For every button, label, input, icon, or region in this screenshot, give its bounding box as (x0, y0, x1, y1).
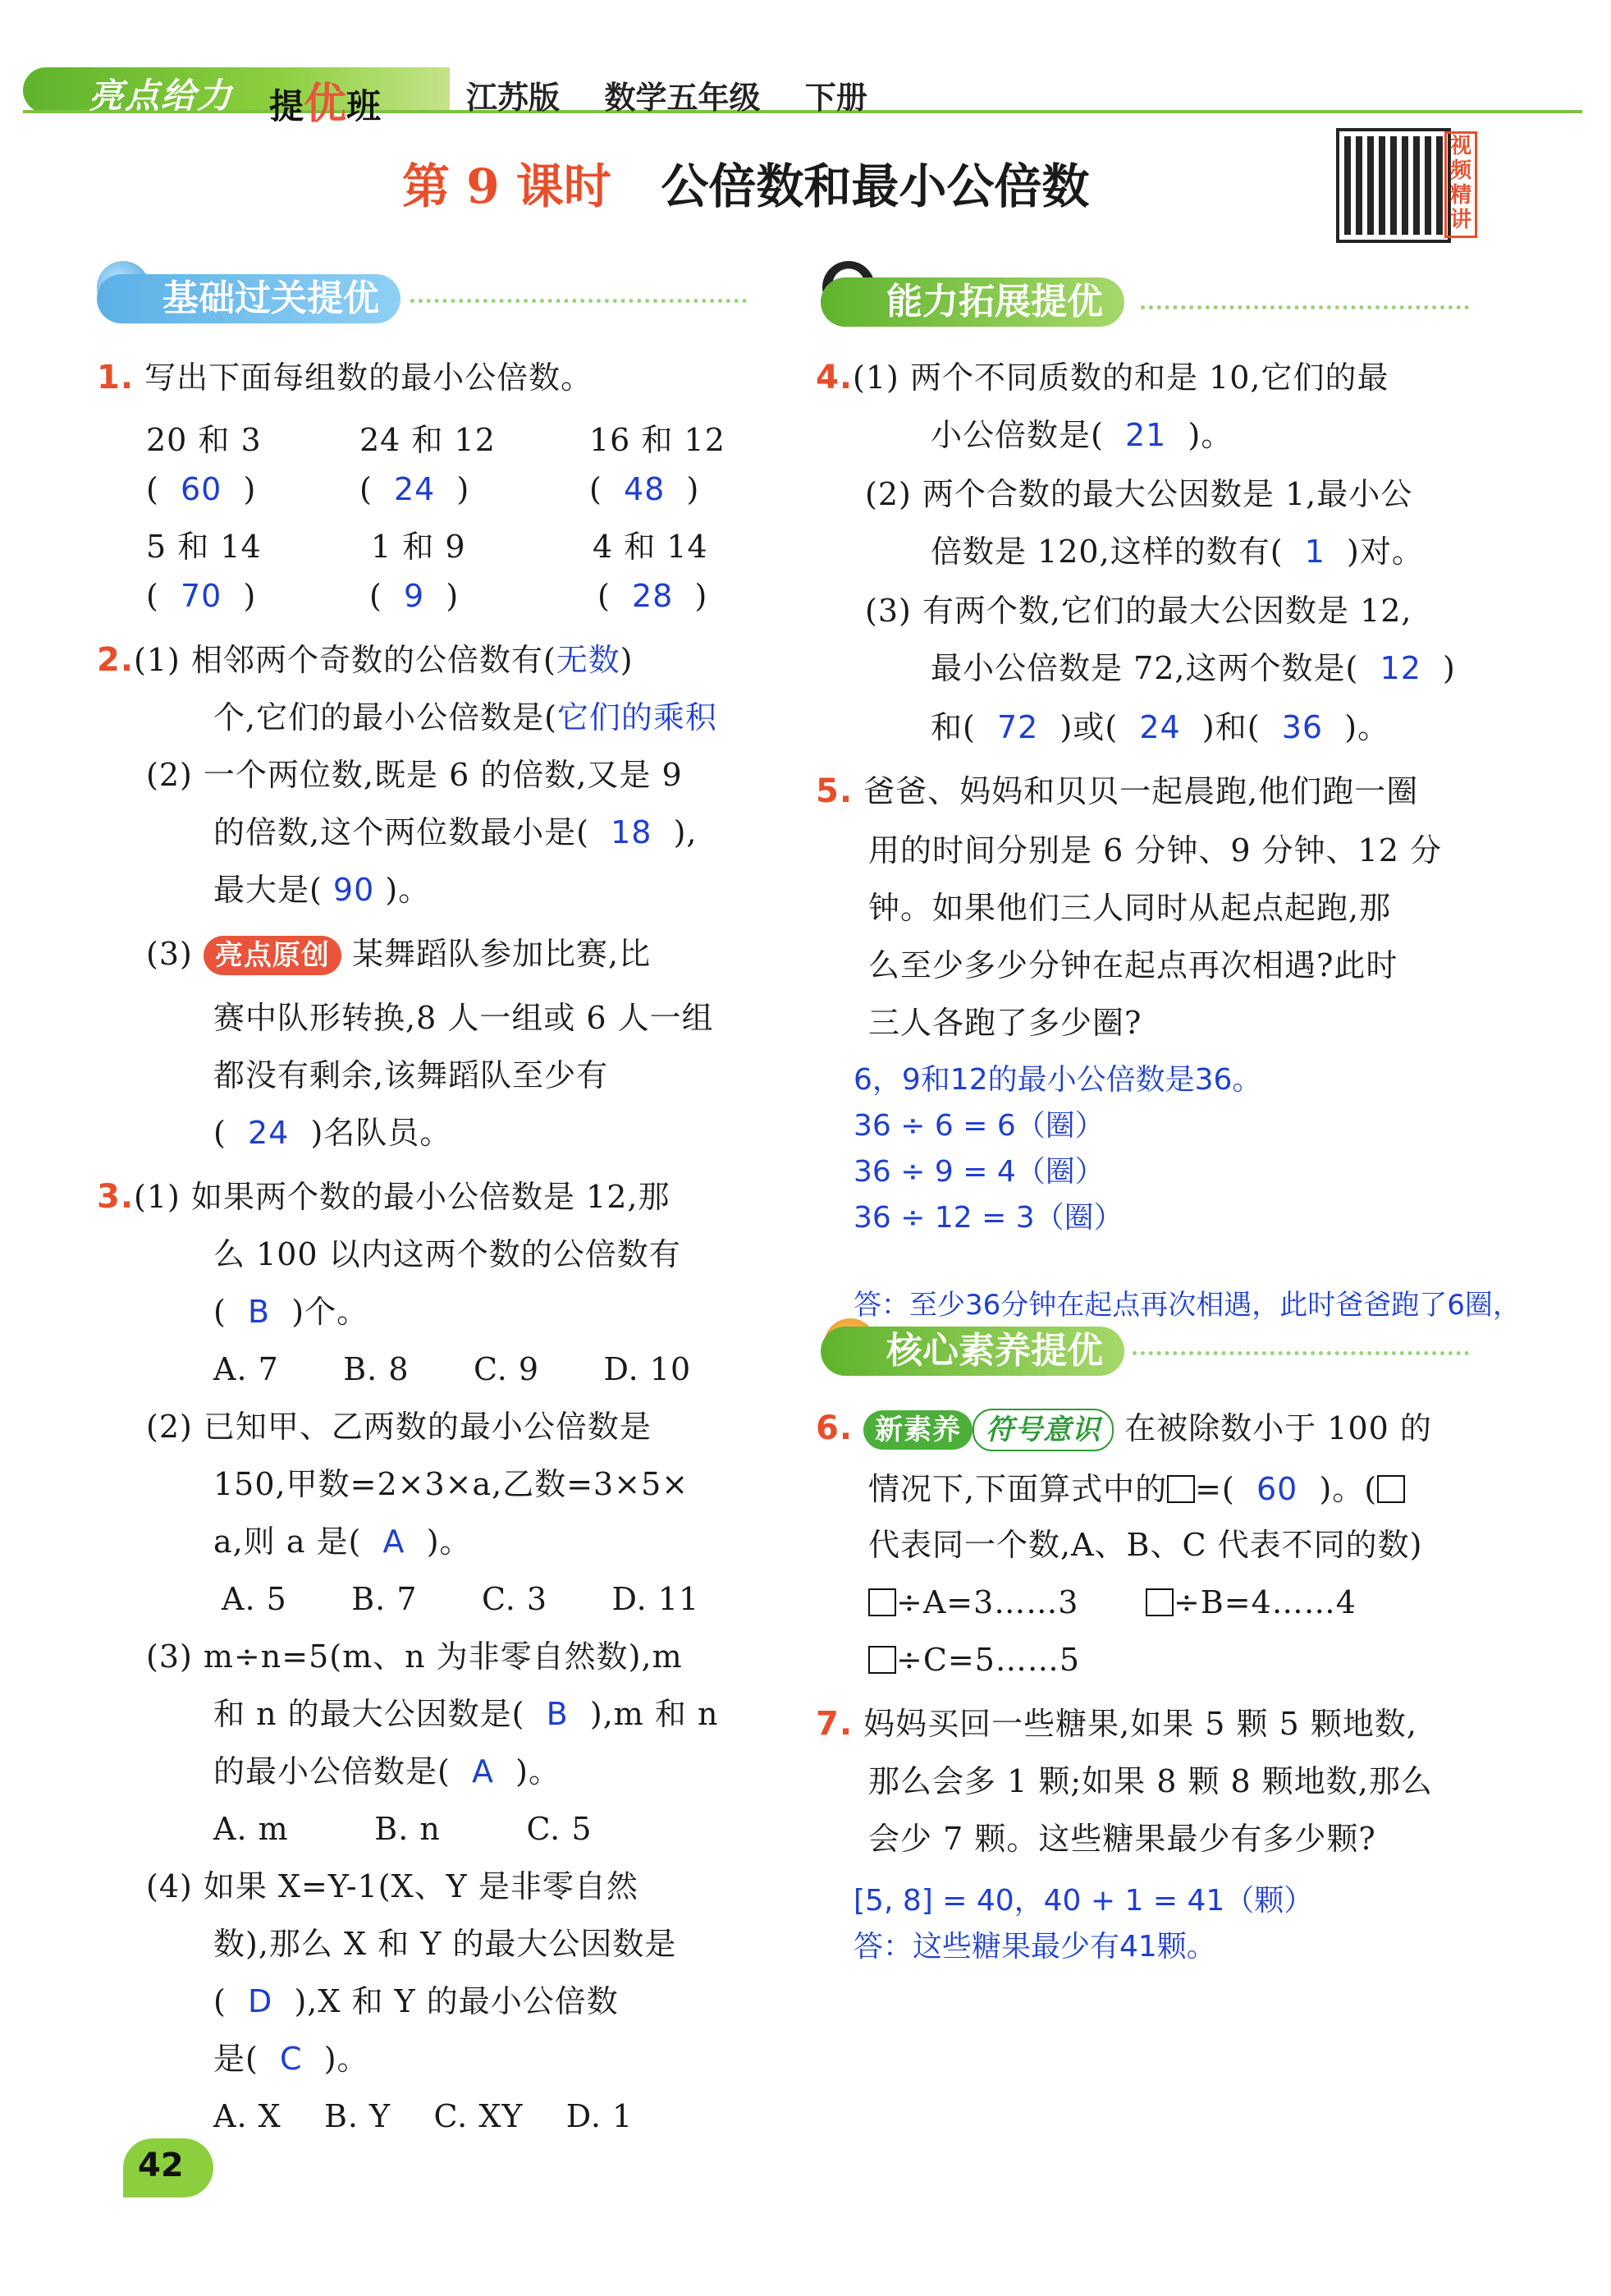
q2-part1: 2.(1) 相邻两个奇数的公倍数有(无数) (97, 641, 634, 679)
lesson-number: 第 9 课时 (402, 158, 611, 214)
header-book-info: 江苏版 数学五年级 下册 (466, 80, 867, 116)
q1-pair: 4 和 14 (593, 529, 708, 565)
q3-part4-options: A. X B. Y C. XY D. 1 (213, 2098, 634, 2134)
q5-solution-line: 36 ÷ 9 = 4（圈） (854, 1155, 1105, 1189)
section-divider (410, 299, 747, 303)
q2-part2-cont: 最大是( 90 )。 (213, 872, 431, 908)
symbol-sense-badge: 符号意识 (973, 1409, 1114, 1451)
q5-stem: 5. 爸爸、妈妈和贝贝一起晨跑,他们跑一圈 (816, 772, 1419, 810)
blank-box-icon (1377, 1475, 1405, 1503)
q1-pair: 1 和 9 (371, 529, 466, 565)
q5-stem-line: 钟。如果他们三人同时从起点起跑,那 (868, 890, 1392, 926)
section-divider (1133, 1351, 1469, 1355)
q5-stem-line: 么至少多少分钟在起点再次相遇?此时 (868, 947, 1398, 983)
q3-part2: (2) 已知甲、乙两数的最小公倍数是 (146, 1409, 652, 1445)
q2-part1-cont: 个,它们的最小公倍数是(它们的乘积 (213, 699, 717, 736)
q5-solution-line: 36 ÷ 12 = 3（圈） (854, 1201, 1124, 1235)
blank-box-icon (1146, 1588, 1174, 1616)
q1-answer-slot: ( 60 ) (146, 471, 257, 507)
q3-part1-cont: ( B )个。 (213, 1294, 369, 1330)
page-number: 42 (138, 2147, 184, 2184)
q3-part1-options: A. 7 B. 8 C. 9 D. 10 (213, 1351, 692, 1387)
q2-part3: (3) 亮点原创 某舞蹈队参加比赛,比 (146, 924, 651, 983)
q5-solution-line: 36 ÷ 6 = 6（圈） (854, 1109, 1105, 1143)
q7-stem: 7. 妈妈买回一些糖果,如果 5 颗 5 颗地数, (816, 1705, 1417, 1743)
q3-part3-options: A. m B. n C. 5 (213, 1811, 593, 1847)
new-literacy-badge: 新素养 (863, 1410, 973, 1450)
qr-code[interactable] (1339, 131, 1448, 240)
header-stripe (23, 67, 450, 113)
blank-box-icon (868, 1646, 896, 1674)
q3-part1: 3.(1) 如果两个数的最小公倍数是 12,那 (97, 1178, 670, 1216)
q4-part3-cont: 和( 72 )或( 24 )和( 36 )。 (931, 709, 1390, 745)
q4-part3-cont: 最小公倍数是 72,这两个数是( 12 ) (931, 650, 1456, 686)
q2-part3-cont: 都没有剩余,该舞蹈队至少有 (213, 1057, 609, 1093)
q3-part4: (4) 如果 X=Y-1(X、Y 是非零自然 (146, 1868, 638, 1904)
q3-part4-cont: ( D ),X 和 Y 的最小公倍数 (213, 1983, 619, 2019)
section-ability: 能力拓展提优 (821, 277, 1124, 327)
q2-part3-cont: 赛中队形转换,8 人一组或 6 人一组 (213, 1000, 714, 1036)
q1-pair: 16 和 12 (589, 422, 725, 458)
q6-equation: ÷B=4……4 (1146, 1573, 1357, 1632)
brand-name: 亮点给力 (89, 76, 234, 116)
qr-video-tag: 视频精讲 (1444, 131, 1477, 238)
brand-series: 提优班 (269, 80, 382, 129)
q3-part2-options: A. 5 B. 7 C. 3 D. 11 (222, 1581, 700, 1617)
q3-part3-cont: 的最小公倍数是( A )。 (213, 1753, 561, 1790)
q2-part3-cont: ( 24 )名队员。 (213, 1115, 452, 1151)
q1-pair: 5 和 14 (146, 529, 262, 565)
q2-part2-cont: 的倍数,这个两位数最小是( 18 ), (213, 814, 698, 850)
q3-part4-cont: 数),那么 X 和 Y 的最大公因数是 (213, 1926, 677, 1962)
q7-stem-line: 那么会多 1 颗;如果 8 颗 8 颗地数,那么 (868, 1763, 1433, 1799)
q7-answer: 答：这些糖果最少有41颗。 (854, 1930, 1216, 1964)
q1-stem: 1. 写出下面每组数的最小公倍数。 (97, 359, 593, 396)
q1-answer-slot: ( 28 ) (597, 578, 708, 614)
blank-box-icon (1167, 1475, 1195, 1503)
q3-part4-cont: 是( C )。 (213, 2041, 369, 2077)
q1-answer-slot: ( 24 ) (359, 471, 470, 507)
q6-equation: ÷A=3……3 (868, 1573, 1078, 1632)
q1-pair: 24 和 12 (359, 422, 496, 458)
q6-stem-line: 情况下,下面算式中的 =( 60 )。( (868, 1460, 1405, 1519)
q7-solution: [5, 8] = 40，40 + 1 = 41（颗） (854, 1884, 1314, 1918)
header-bar (23, 67, 1582, 129)
q3-part1-cont: 么 100 以内这两个数的公倍数有 (213, 1236, 681, 1272)
q4-part1-cont: 小公倍数是( 21 )。 (931, 417, 1233, 453)
q3-part3: (3) m÷n=5(m、n 为非零自然数),m (146, 1638, 683, 1675)
original-badge: 亮点原创 (204, 936, 341, 975)
q5-answer: 答：至少36分钟在起点再次相遇，此时爸爸跑了6圈， (854, 1289, 1521, 1322)
q2-part2: (2) 一个两位数,既是 6 的倍数,又是 9 (146, 757, 683, 793)
section-basic: 基础过关提优 (97, 274, 400, 323)
page-number-tab (123, 2138, 213, 2197)
q6-equation: ÷C=5……5 (868, 1630, 1080, 1689)
q5-stem-line: 三人各跑了多少圈? (868, 1005, 1142, 1041)
lesson-topic: 公倍数和最小公倍数 (661, 158, 1090, 214)
q1-answer-slot: ( 70 ) (146, 578, 257, 614)
q1-pair: 20 和 3 (146, 422, 262, 458)
q3-part2-cont: 150,甲数=2×3×a,乙数=3×5× (213, 1466, 689, 1502)
q4-part2-cont: 倍数是 120,这样的数有( 1 )对。 (931, 534, 1424, 570)
q3-part3-cont: 和 n 的最大公因数是( B ),m 和 n (213, 1696, 719, 1732)
page-title (402, 148, 1089, 217)
q5-solution-line: 6，9和12的最小公倍数是36。 (854, 1063, 1262, 1097)
section-core: 核心素养提优 (821, 1327, 1124, 1376)
q5-stem-line: 用的时间分别是 6 分钟、9 分钟、12 分 (868, 832, 1443, 868)
q1-answer-slot: ( 9 ) (369, 578, 460, 614)
q4-part1: 4.(1) 两个不同质数的和是 10,它们的最 (816, 359, 1389, 396)
q4-part3: (3) 有两个数,它们的最大公因数是 12, (865, 593, 1412, 629)
q4-part2: (2) 两个合数的最大公因数是 1,最小公 (865, 476, 1413, 512)
q6-stem-line: 代表同一个数,A、B、C 代表不同的数) (868, 1527, 1423, 1563)
q3-part2-cont: a,则 a 是( A )。 (213, 1524, 472, 1560)
blank-box-icon (868, 1588, 896, 1616)
q7-stem-line: 会少 7 颗。这些糖果最少有多少颗? (868, 1821, 1376, 1857)
section-divider (1141, 305, 1469, 309)
q6-stem: 6. 新素养 符号意识 在被除数小于 100 的 (816, 1399, 1432, 1458)
q1-answer-slot: ( 48 ) (589, 471, 700, 507)
